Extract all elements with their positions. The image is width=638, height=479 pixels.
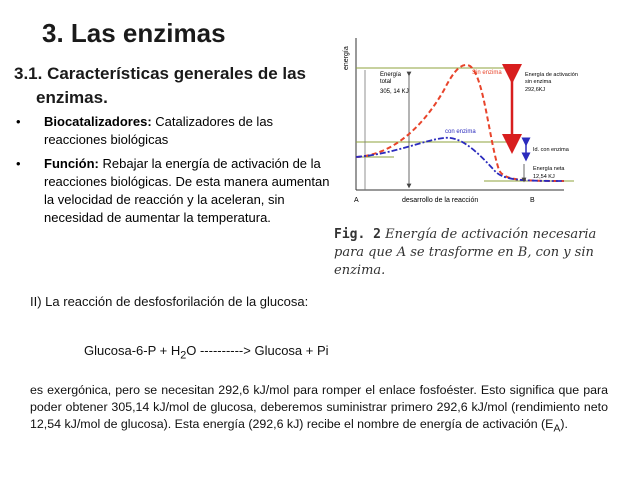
with-enzyme-label: con enzima — [445, 129, 476, 135]
paragraph-subscript: A — [553, 423, 561, 435]
activation-label-1: Energía de activación — [525, 72, 578, 78]
figure-number: Fig. 2 — [334, 227, 381, 242]
caption-text: Energía de activación necesaria para que A se trasforme en B, con y sin enzima. — [334, 227, 597, 278]
bullet-term: Biocatalizadores: — [44, 114, 152, 129]
subtitle-line-1: 3.1. Características generales de las — [14, 64, 307, 83]
bullet-funcion — [14, 155, 332, 227]
bullet-dot: • — [16, 156, 21, 171]
x-axis-label: desarrollo de la reacción — [402, 197, 479, 204]
figure-caption — [334, 226, 604, 280]
bullet-term: Función: — [44, 156, 99, 171]
reaction-rhs: O ----------> Glucosa + Pi — [186, 343, 329, 358]
section-subtitle — [14, 62, 334, 110]
paragraph-end: ). — [560, 417, 568, 431]
activation-value: 292,6KJ — [525, 87, 546, 93]
point-a-label: A — [354, 197, 359, 204]
without-enzyme-label: Sin enzima — [472, 70, 502, 76]
point-b-label: B — [530, 197, 535, 204]
net-energy-label-2: 12,54 KJ — [533, 174, 555, 180]
total-energy-label-1: Energía — [380, 72, 402, 78]
activation-with-label: Id. con enzima — [533, 147, 569, 153]
reaction-section-title: II) La reacción de desfosforilación de la glucosa: — [30, 294, 309, 309]
total-energy-value: 305, 14 KJ — [380, 89, 409, 95]
page-title: 3. Las enzimas — [42, 18, 226, 48]
activation-energy-diagram — [334, 30, 624, 210]
paragraph-text: es exergónica, pero se necesitan 292,6 kJ/mol para romper el enlace fosfoéster. Esto significa que para poder obtener 305,14 kJ/mol de glucosa, deberemos suministrar primero 292,6 kJ/mol (rendimiento neto 12,54 kJ/mol de glucosa). Esta energía (292,6 kJ) recibe el nombre de energía de activación (E — [30, 383, 608, 431]
chemical-reaction — [84, 343, 329, 362]
explanation-paragraph — [30, 382, 608, 437]
bullet-list — [14, 113, 332, 233]
bullet-text: Rebajar la energía de activación de la reacciones biológicas. De esta manera aumentan la velocidad de reacción y la aceleran, sin necesidad de aumentar la temperatura. — [44, 156, 330, 225]
bullet-text: Catalizadores de las reacciones biológicas — [44, 114, 274, 147]
activation-label-2: sin enzima — [525, 79, 552, 85]
bullet-dot: • — [16, 114, 21, 129]
net-energy-label-1: Energía neta — [533, 166, 565, 172]
total-energy-label-2: total — [380, 79, 392, 85]
reaction-subscript: 2 — [180, 349, 187, 362]
y-axis-label: energía — [343, 46, 350, 70]
reaction-lhs: Glucosa-6-P + H — [84, 343, 181, 358]
bullet-biocatalizadores — [14, 113, 332, 149]
subtitle-line-2: enzimas. — [36, 88, 108, 107]
